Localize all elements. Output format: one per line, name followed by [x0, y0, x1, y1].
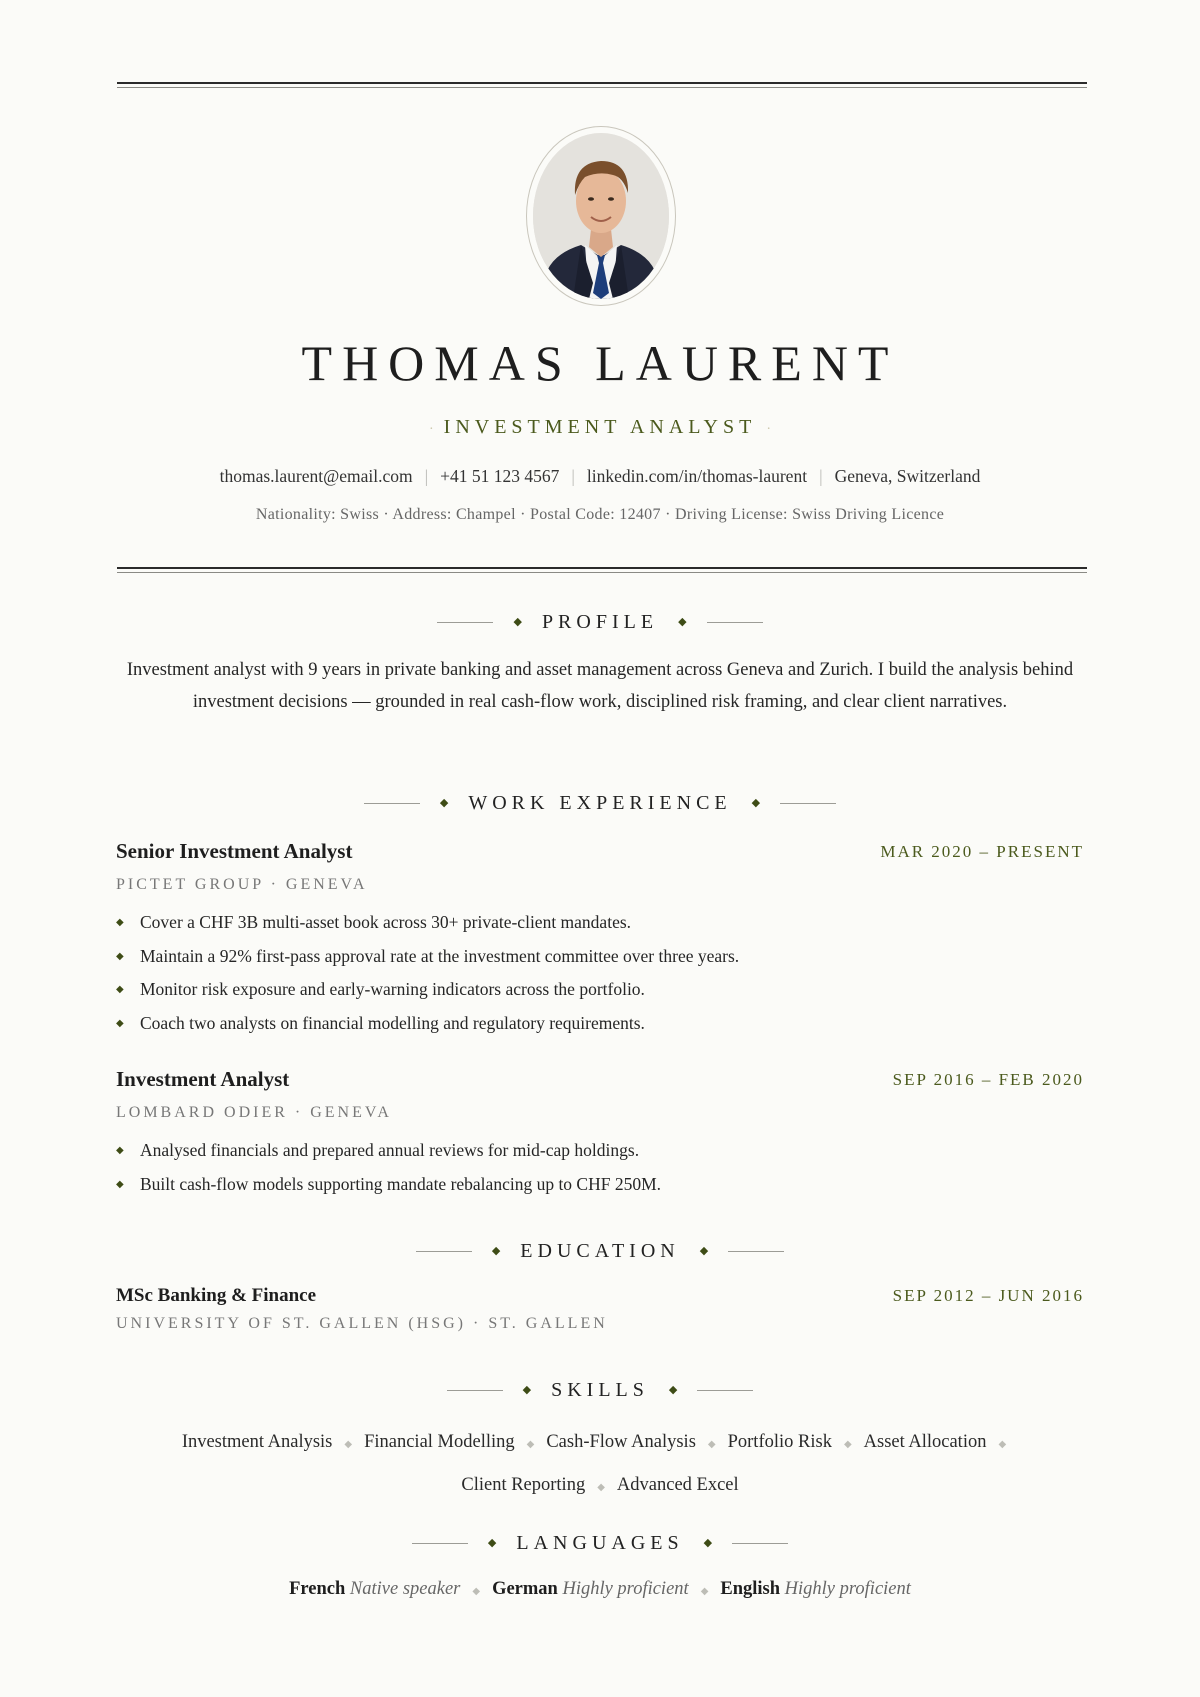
headline-text: INVESTMENT ANALYST [443, 416, 757, 438]
section-heading-languages [0, 1530, 1200, 1556]
languages-list [0, 1576, 1200, 1605]
separator: | [571, 466, 575, 486]
skill-item: Investment Analysis [181, 1432, 333, 1452]
diamond-icon: ◆ [513, 616, 522, 628]
diamond-icon: ◆ [703, 1537, 713, 1549]
heading-line [697, 1390, 753, 1391]
skills-list [130, 1422, 1070, 1508]
diamond-separator-icon: ◆ [700, 1586, 709, 1597]
diamond-icon: ◆ [522, 1384, 532, 1396]
location-text: Geneva, Switzerland [834, 466, 981, 486]
diamond-bullet-icon: ◆ [116, 917, 124, 928]
language-name: German [492, 1579, 558, 1599]
skill-item: Client Reporting [461, 1475, 586, 1495]
diamond-icon: ◆ [439, 797, 449, 809]
job-bullets [116, 1134, 661, 1201]
dot-icon: · [766, 422, 771, 437]
heading-line [728, 1251, 784, 1252]
skill-item: Asset Allocation [863, 1432, 987, 1452]
section-title: EDUCATION [520, 1240, 680, 1262]
language-name: French [289, 1579, 346, 1599]
bullet-text: Built cash-flow models supporting mandate rebalancing up to CHF 250M. [140, 1173, 662, 1194]
skill-item: Portfolio Risk [727, 1432, 832, 1452]
diamond-bullet-icon: ◆ [116, 1017, 124, 1029]
job-title: Investment Analyst [116, 1067, 290, 1091]
job-bullets [116, 906, 739, 1040]
profile-photo [533, 133, 669, 299]
profile-summary: Investment analyst with 9 years in private banking and asset management across Geneva and Zurich. I build the analysis behind investment decisions — grounded in real cash-flow work, disciplined risk framing, and clear client narratives. [126, 660, 1074, 712]
list-item [116, 1007, 739, 1041]
profile-photo-frame [526, 126, 676, 306]
linkedin-link[interactable]: linkedin.com/in/thomas-laurent [586, 466, 808, 486]
job-headline [0, 414, 1200, 443]
job-employer: PICTET GROUP · GENEVA [116, 876, 368, 893]
heading-line [732, 1543, 788, 1544]
language-level: Native speaker [349, 1579, 461, 1599]
heading-line [447, 1390, 503, 1391]
separator: | [424, 466, 429, 486]
diamond-bullet-icon: ◆ [116, 984, 124, 995]
job-date: MAR 2020 – PRESENT [880, 842, 1084, 861]
heading-line [412, 1543, 468, 1544]
diamond-icon: ◆ [491, 1245, 501, 1257]
diamond-separator-icon: ◆ [344, 1439, 353, 1450]
skill-item: Cash-Flow Analysis [546, 1432, 696, 1452]
language-level: Highly proficient [784, 1579, 911, 1599]
section-title: LANGUAGES [516, 1532, 684, 1554]
degree-title: MSc Banking & Finance [116, 1285, 317, 1306]
skill-item: Financial Modelling [364, 1432, 515, 1452]
header-divider [117, 567, 1087, 573]
personal-details: Nationality: Swiss · Address: Champel · Postal Code: 12407 · Driving License: Swiss Driving Licence [255, 506, 945, 523]
candidate-name: THOMAS LAURENT [301, 335, 899, 391]
section-title: WORK EXPERIENCE [468, 792, 732, 814]
diamond-separator-icon: ◆ [526, 1439, 535, 1450]
job-employer: LOMBARD ODIER · GENEVA [116, 1104, 392, 1121]
heading-line [416, 1251, 472, 1252]
contact-line [0, 464, 1200, 488]
heading-line [707, 622, 763, 623]
section-title: PROFILE [541, 611, 659, 633]
bullet-text: Maintain a 92% first-pass approval rate at the investment committee over three years. [140, 945, 740, 966]
education-date: SEP 2012 – JUN 2016 [892, 1286, 1084, 1305]
heading-line [364, 803, 420, 804]
phone-text[interactable]: +41 51 123 4567 [440, 466, 560, 486]
section-heading-experience [0, 790, 1200, 816]
bullet-text: Analysed financials and prepared annual reviews for mid-cap holdings. [140, 1140, 640, 1160]
portrait-illustration [533, 133, 669, 299]
job-title: Senior Investment Analyst [116, 839, 353, 863]
list-item [116, 940, 739, 974]
diamond-separator-icon: ◆ [472, 1586, 481, 1597]
top-divider [117, 82, 1087, 88]
diamond-separator-icon: ◆ [843, 1439, 852, 1450]
list-item [116, 1134, 661, 1168]
heading-line [780, 803, 836, 804]
diamond-icon: ◆ [699, 1245, 709, 1257]
diamond-bullet-icon: ◆ [116, 1145, 124, 1156]
diamond-bullet-icon: ◆ [116, 1178, 124, 1190]
language-level: Highly proficient [562, 1579, 689, 1599]
diamond-separator-icon: ◆ [707, 1439, 716, 1450]
list-item [116, 973, 739, 1007]
language-name: English [720, 1579, 781, 1599]
diamond-separator-icon: ◆ [597, 1482, 605, 1493]
separator: | [819, 466, 823, 486]
job-date: SEP 2016 – FEB 2020 [892, 1070, 1084, 1089]
section-heading-skills [0, 1377, 1200, 1403]
list-item [116, 1168, 661, 1202]
dot-icon: · [429, 422, 434, 437]
list-item [116, 906, 739, 940]
bullet-text: Coach two analysts on financial modelling and regulatory requirements. [140, 1012, 645, 1033]
diamond-icon: ◆ [751, 797, 761, 809]
email-link[interactable]: thomas.laurent@email.com [219, 466, 413, 486]
heading-line [437, 622, 493, 623]
diamond-bullet-icon: ◆ [116, 950, 124, 962]
diamond-separator-icon: ◆ [998, 1439, 1007, 1450]
bullet-text: Cover a CHF 3B multi-asset book across 30+ private-client mandates. [140, 912, 632, 932]
section-heading-profile [0, 609, 1200, 635]
bullet-text: Monitor risk exposure and early-warning indicators across the portfolio. [140, 979, 645, 999]
section-title: SKILLS [551, 1379, 649, 1401]
section-heading-education [0, 1238, 1200, 1264]
diamond-icon: ◆ [678, 616, 687, 628]
skill-item: Advanced Excel [616, 1475, 739, 1495]
diamond-icon: ◆ [487, 1537, 497, 1549]
school-name: UNIVERSITY OF ST. GALLEN (HSG) · ST. GALLEN [116, 1315, 608, 1332]
diamond-icon: ◆ [668, 1384, 678, 1396]
